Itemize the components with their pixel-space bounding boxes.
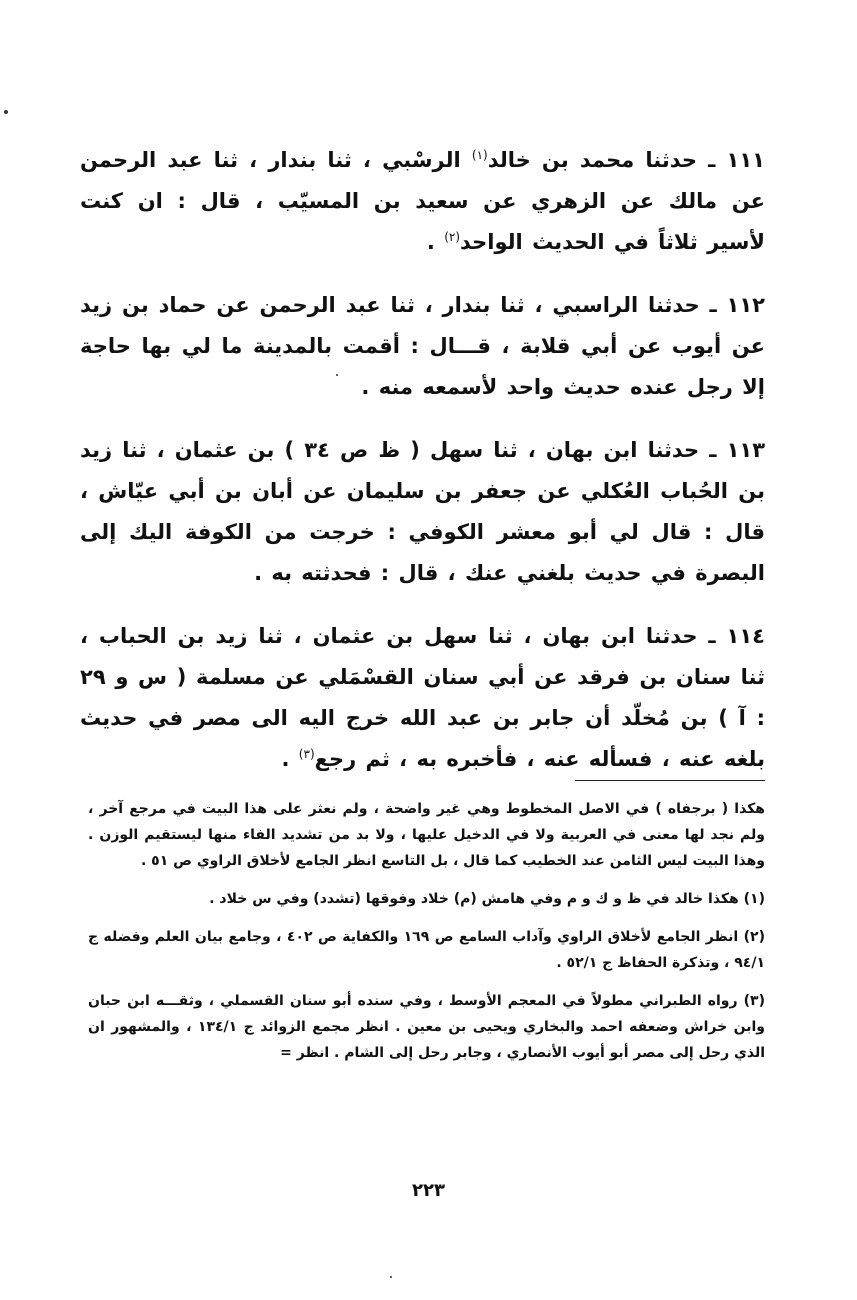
- scan-speck: [336, 374, 338, 376]
- hadith-text: ١١١ ـ حدثنا محمد بن خالد: [487, 148, 765, 172]
- hadith-text: ١١٤ ـ حدثنا ابن بهان ، ثنا سهل بن عثمان ، ثنا زيد بن الحباب ، ثنا سنان بن فرقد عن أبي سنان القسْمَلي عن مسلمة ( س و ٢٩ : آ ) بن مُخلّد أن جابر بن عبد الله خرج اليه الى مصر في حديث بلغه عنه ، فسأله عنه ، فأخبره به ، ثم رجع: [80, 624, 765, 771]
- footnote-1: (١) هكذا خالد في ظ و ك و م وفي هامش (م) خلاد وفوقها (تشدد) وفي س خلاد .: [209, 891, 765, 907]
- footnote-ref: (٢): [444, 230, 461, 244]
- hadith-113: ١١٣ ـ حدثنا ابن بهان ، ثنا سهل ( ظ ص ٣٤ ) بن عثمان ، ثنا زيد بن الحُباب العُكلي عن جعفر بن سليمان عن أبان بن أبي عيّاش ، قال : قال لي أبو معشر الكوفي : خرجت من الكوفة اليك إلى البصرة في حديث بلغني عنك ، قال : فحدثته به .: [80, 438, 766, 585]
- hadith-114: [80, 616, 765, 780]
- hadith-text: .: [426, 230, 445, 254]
- page-number: ٢٢٣: [412, 1180, 445, 1201]
- footnote-continued: هكذا ( برجفاه ) في الاصل المخطوط وهي غير واضحة ، ولم نعثر على هذا البيت في مرجع آخر ، ولم نجد لها معنى في العربية ولا في الدخيل عليها ، ولا بد من تشديد الفاء منها ليستقيم الوزن . وهذا البيت ليس الثامن عند الخطيب كما قال ، بل التاسع انظر الجامع لأخلاق الراوي ص ٥١ .: [88, 801, 765, 869]
- footnote-divider: [575, 780, 765, 781]
- scan-speck: [390, 1276, 392, 1278]
- footnotes: [88, 796, 765, 1078]
- hadith-text: الرسْبي ، ثنا بندار ، ثنا عبد الرحمن عن مالك عن الزهري عن سعيد بن المسيّب ، قال : ان كنت لأسير ثلاثاً في الحديث الواحد: [80, 148, 765, 254]
- scan-speck: [4, 110, 8, 114]
- footnote-2: (٢) انظر الجامع لأخلاق الراوي وآداب السامع ص ١٦٩ والكفاية ص ٤٠٢ ، وجامع بيان العلم وفضله ج ٩٤/١ ، وتذكرة الحفاظ ج ٥٢/١ .: [88, 929, 765, 971]
- hadith-111: [80, 140, 765, 263]
- footnote-ref: (٣): [298, 747, 315, 761]
- hadith-112: ١١٢ ـ حدثنا الراسبي ، ثنا بندار ، ثنا عبد الرحمن عن حماد بن زيد عن أيوب عن أبي قلابة ، قـــال : أقمت بالمدينة ما لي بها حاجة إلا رجل عنده حديث واحد لأسمعه منه .: [80, 293, 765, 399]
- footnote-3: (٣) رواه الطبراني مطولاً في المعجم الأوسط ، وفي سنده أبو سنان القسملي ، وثقـــه ابن حبان وابن خراش وضعفه احمد والبخاري ويحيى بن معين . انظر مجمع الزوائد ج ١٣٤/١ ، والمشهور ان الذي رحل إلى مصر أبو أيوب الأنصاري ، وجابر رحل إلى الشام . انظر =: [88, 993, 765, 1061]
- footnote-ref: (١): [471, 148, 488, 162]
- main-text: [80, 140, 765, 780]
- hadith-text: .: [281, 747, 299, 771]
